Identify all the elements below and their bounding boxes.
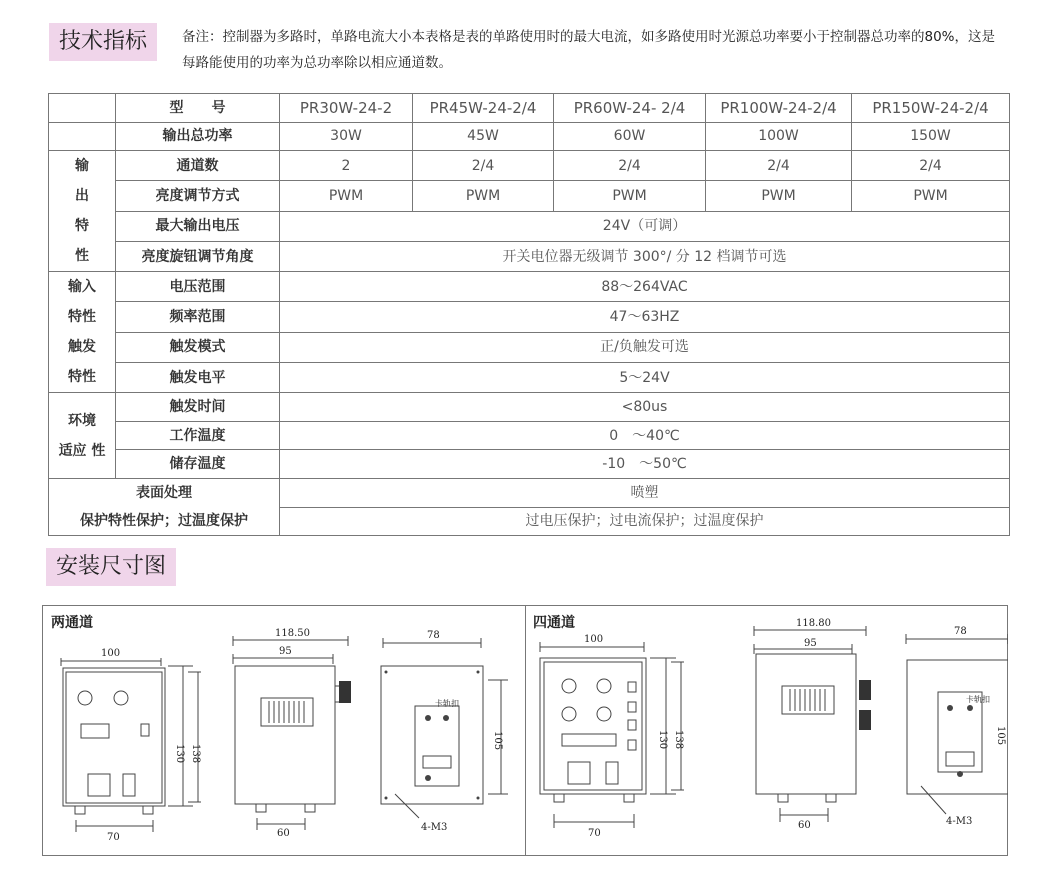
table-row — [49, 151, 1010, 181]
table-row — [49, 122, 1010, 151]
model-cell: PR150W-24-2/4 — [852, 94, 1010, 123]
spec-table — [48, 93, 1010, 536]
output-power-label: 输出总功率 — [116, 122, 280, 151]
table-cell: 喷塑 — [280, 478, 1010, 507]
table-cell: PWM — [852, 181, 1010, 211]
model-label: 型 号 — [116, 94, 280, 123]
dim-text: 105 — [995, 726, 1006, 746]
model-cell: PR45W-24-2/4 — [413, 94, 554, 123]
output-group-label — [49, 151, 116, 272]
voltage-range-label: 电压范围 — [116, 272, 280, 302]
table-row — [49, 272, 1010, 302]
model-cell: PR30W-24-2 — [280, 94, 413, 123]
dim-text: 130 — [174, 744, 185, 764]
table-cell: 24V（可调） — [280, 211, 1010, 241]
dim-text: 60 — [277, 828, 290, 839]
dim-text: 118.80 — [796, 618, 831, 629]
table-cell: 30W — [280, 122, 413, 151]
dim-text: 130 — [657, 730, 668, 750]
table-cell: 5～24V — [280, 362, 1010, 392]
freq-label: 频率范围 — [116, 302, 280, 332]
storage-temp-label: 储存温度 — [116, 450, 280, 479]
table-cell: 2/4 — [554, 151, 706, 181]
rail-clip-text: 卡轨扣 — [966, 695, 990, 704]
table-row — [49, 393, 1010, 422]
table-cell: 60W — [554, 122, 706, 151]
group-line: 特性 — [68, 369, 96, 386]
dim-text: 138 — [190, 744, 201, 764]
note-text: 备注：控制器为多路时，单路电流大小本表格是表的单路使用时的最大电流，如多路使用时光源总功率要小于控制器总功率的80%，这是每路能使用的功率为总功率除以相应通道数。 — [182, 29, 996, 71]
table-cell: 0 ～40℃ — [280, 421, 1010, 450]
table-cell: 正/负触发可选 — [280, 332, 1010, 362]
table-cell: 88～264VAC — [280, 272, 1010, 302]
table-cell: -10 ～50℃ — [280, 450, 1010, 479]
four-channel-label: 四通道 — [533, 615, 575, 631]
table-row — [49, 94, 1010, 123]
group-line: 输入 — [68, 279, 96, 296]
table-cell: 150W — [852, 122, 1010, 151]
table-cell: 开关电位器无级调节 300°/ 分 12 档调节可选 — [280, 241, 1010, 271]
group-line: 触发 — [68, 339, 96, 356]
section-title-specs: 技术指标 — [49, 23, 157, 61]
table-cell: 2/4 — [852, 151, 1010, 181]
table-cell: PWM — [706, 181, 852, 211]
dim-text: 60 — [798, 820, 811, 831]
protect-label: 保护特性保护；过温度保护 — [49, 507, 280, 536]
env-group-label — [49, 393, 116, 479]
dim-text: 100 — [101, 648, 121, 659]
dim-text: 95 — [279, 646, 292, 657]
table-row — [49, 478, 1010, 507]
table-row — [49, 332, 1010, 362]
two-channel-label: 两通道 — [51, 615, 93, 631]
group-line: 特性 — [68, 309, 96, 326]
channels-label: 通道数 — [116, 151, 280, 181]
screw-text: 4-M3 — [421, 822, 448, 833]
dim-text: 70 — [588, 828, 601, 839]
table-row — [49, 211, 1010, 241]
dimension-drawings — [42, 605, 1008, 856]
group-char: 输出特性 — [75, 158, 89, 265]
table-cell: 100W — [706, 122, 852, 151]
table-row — [49, 362, 1010, 392]
table-cell: 2/4 — [706, 151, 852, 181]
trigger-time-label: 触发时间 — [116, 393, 280, 422]
input-group-label — [49, 272, 116, 393]
dimming-label: 亮度调节方式 — [116, 181, 280, 211]
table-cell: 2/4 — [413, 151, 554, 181]
table-cell: PWM — [413, 181, 554, 211]
dim-text: 138 — [673, 730, 684, 750]
table-cell: 过电压保护；过电流保护；过温度保护 — [280, 507, 1010, 536]
dim-text: 78 — [954, 626, 967, 637]
table-row — [49, 241, 1010, 271]
table-row — [49, 302, 1010, 332]
table-cell: PWM — [554, 181, 706, 211]
table-row — [49, 450, 1010, 479]
model-cell: PR60W-24- 2/4 — [554, 94, 706, 123]
table-cell: 47～63HZ — [280, 302, 1010, 332]
dim-text: 70 — [107, 832, 120, 843]
table-row — [49, 181, 1010, 211]
four-channel-drawing — [526, 606, 1008, 856]
table-row — [49, 507, 1010, 536]
table-cell: 2 — [280, 151, 413, 181]
dim-text: 100 — [584, 634, 604, 645]
table-cell: PWM — [280, 181, 413, 211]
trigger-level-label: 触发电平 — [116, 362, 280, 392]
trigger-mode-label: 触发模式 — [116, 332, 280, 362]
work-temp-label: 工作温度 — [116, 421, 280, 450]
group-line: 适应 性 — [58, 442, 106, 459]
table-row — [49, 421, 1010, 450]
dim-text: 118.50 — [275, 628, 310, 639]
table-cell: 45W — [413, 122, 554, 151]
group-line: 环境 — [68, 412, 96, 429]
dim-text: 95 — [804, 638, 817, 649]
knob-label: 亮度旋钮调节角度 — [116, 241, 280, 271]
table-cell: <80us — [280, 393, 1010, 422]
dim-text: 78 — [427, 630, 440, 641]
screw-text: 4-M3 — [946, 816, 973, 827]
max-voltage-label: 最大输出电压 — [116, 211, 280, 241]
rail-clip-text: 卡轨扣 — [435, 699, 459, 708]
surface-label: 表面处理 — [49, 478, 280, 507]
section-title-dimensions: 安装尺寸图 — [46, 548, 176, 586]
two-channel-drawing — [43, 606, 525, 856]
dim-text: 105 — [492, 731, 503, 751]
model-cell: PR100W-24-2/4 — [706, 94, 852, 123]
